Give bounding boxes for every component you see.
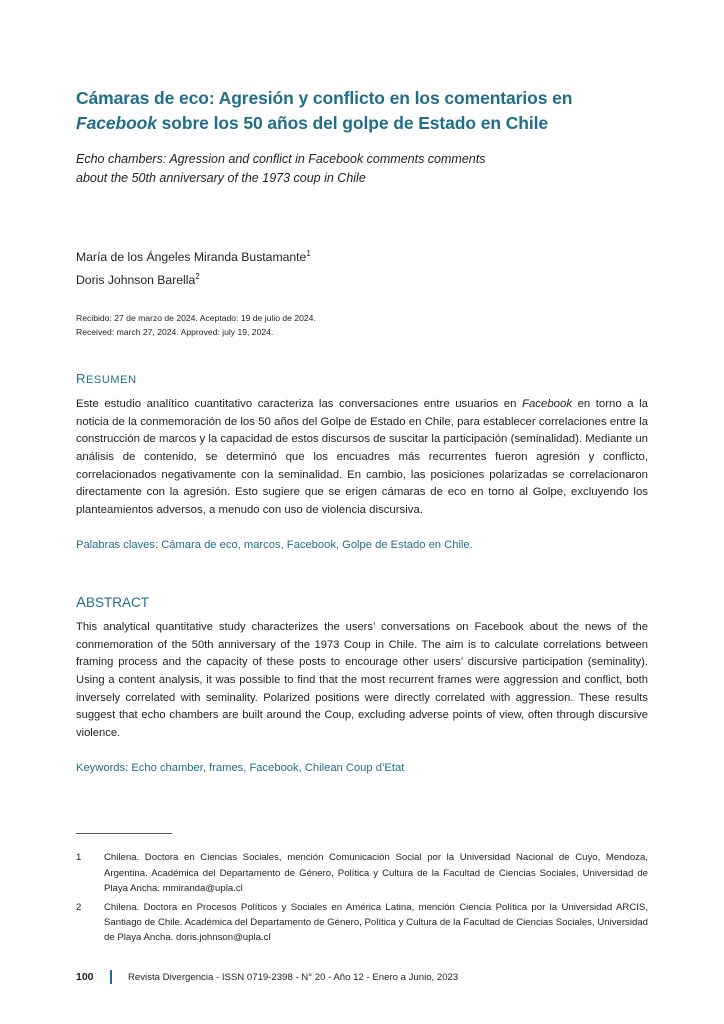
author-list <box>76 244 648 290</box>
resumen-text <box>76 396 648 519</box>
resumen-section <box>76 371 648 554</box>
footnote-1 <box>76 850 648 896</box>
author-2-note: 2 <box>195 272 200 282</box>
resumen-heading-rest: ESUMEN <box>86 374 137 387</box>
footnote-list <box>76 850 648 945</box>
abstract-heading-first: A <box>76 594 87 612</box>
footnote-divider <box>76 833 172 834</box>
page-title <box>76 86 648 136</box>
title-spanish-italic: Facebook <box>76 113 157 133</box>
abstract-heading <box>76 594 648 611</box>
resumen-text-1: Este estudio analítico cuantitativo caracteriza las conversaciones entre usuarios en <box>76 398 522 411</box>
author-1-name: María de los Ángeles Miranda Bustamante <box>76 250 307 265</box>
date-english: Received: march 27, 2024. Approved: july 19, 2024. <box>76 326 274 337</box>
author-2 <box>76 267 648 290</box>
author-2-name: Doris Johnson Barella <box>76 273 196 288</box>
resumen-text-italic: Facebook <box>522 398 573 411</box>
author-1-note: 1 <box>306 249 311 258</box>
page-footer <box>76 970 648 984</box>
abstract-text-2: about the news of the conmemoration of the 50th anniversary of the 1973 Coup in Chile. The aim is to calculate correlations between framing process and the capacity of these posts to encourage other users’ discursive participation (seminality). Using a content analysis, it was possible to find that the most recurrent frames were aggression and conflict, both inversely correlated with seminality. Polarized positions were directly correlated with aggression. These results suggest that echo chambers are built around the Coup, excluding adverse points of view, often through discursive violence. <box>76 621 648 739</box>
title-block <box>76 0 648 188</box>
title-spanish-part2: sobre los 50 años del golpe de Estado en Chile <box>156 113 548 133</box>
footnote-2 <box>76 900 648 946</box>
abstract-text <box>76 619 648 742</box>
resumen-text-2: en torno a la noticia de la conmemoración de los 50 años del Golpe de Estado en Chile, para establecer correlaciones entre la construcción de marcos y la capacidad de estos discursos de suscitar la participación (seminalidad). Mediante un análisis de contenido, se determinó que los encuadres más recurrentes fueron agresión y conflicto, correlacionados negativamente con la seminalidad. En cambio, las posiciones polarizadas se correlacionaron directamente con la agresión. Esto sugiere que se erigen cámaras de eco en torno al Golpe, excluyendo los planteamientos adversos, a menudo con uso de violencia discursiva. <box>76 398 648 516</box>
page-number: 100 <box>76 971 94 983</box>
date-spanish: Recibido: 27 de marzo de 2024. Aceptado: 19 de julio de 2024. <box>76 313 316 324</box>
footnote-1-text: Chilena. Doctora en Ciencias Sociales, mención Comunicación Social por la Universidad Nacional de Cuyo, Mendoza, Argentina. Académica del Departamento de Género, Política y Cultura de la Facultad de Ciencias Sociales, Universidad de Playa Ancha. mmiranda@upla.cl <box>104 852 648 894</box>
title-english-line1: Echo chambers: Agression and conflict in Facebook comments comments <box>76 152 486 166</box>
abstract-heading-rest: BSTRACT <box>86 595 150 611</box>
title-english-line2: about the 50th anniversary of the 1973 coup in Chile <box>76 171 366 185</box>
journal-info: Revista Divergencia - ISSN 0719-2398 - N° 20 - Año 12 - Enero a Junio, 2023 <box>128 971 459 983</box>
resumen-heading-first: R <box>76 371 86 387</box>
abstract-text-1: This analytical quantitative study characterizes the users’ conversations on <box>76 621 475 634</box>
abstract-keywords: Keywords: Echo chamber, frames, Facebook, Chilean Coup d’Etat <box>76 762 405 775</box>
submission-dates <box>76 312 648 339</box>
footnote-2-number: 2 <box>76 902 82 914</box>
footnote-2-text: Chilena. Doctora en Procesos Políticos y Sociales en América Latina, mención Ciencia Política por la Universidad ARCIS, Santiago de Chile. Académica del Departamento de Género, Política y Cultura de la Facultad de Ciencias Sociales, Universidad de Playa Ancha. doris.johnson@upla.cl <box>104 902 648 944</box>
resumen-heading <box>76 371 648 386</box>
abstract-section <box>76 594 648 777</box>
title-english <box>76 150 648 188</box>
author-1 <box>76 244 648 267</box>
abstract-text-italic: Facebook <box>474 621 524 634</box>
resumen-keywords: Palabras claves: Cámara de eco, marcos, Facebook, Golpe de Estado en Chile. <box>76 539 473 552</box>
footer-divider <box>110 970 112 984</box>
title-spanish-part1: Cámaras de eco: Agresión y conflicto en los comentarios en <box>76 88 573 108</box>
footnote-1-number: 1 <box>76 852 82 864</box>
